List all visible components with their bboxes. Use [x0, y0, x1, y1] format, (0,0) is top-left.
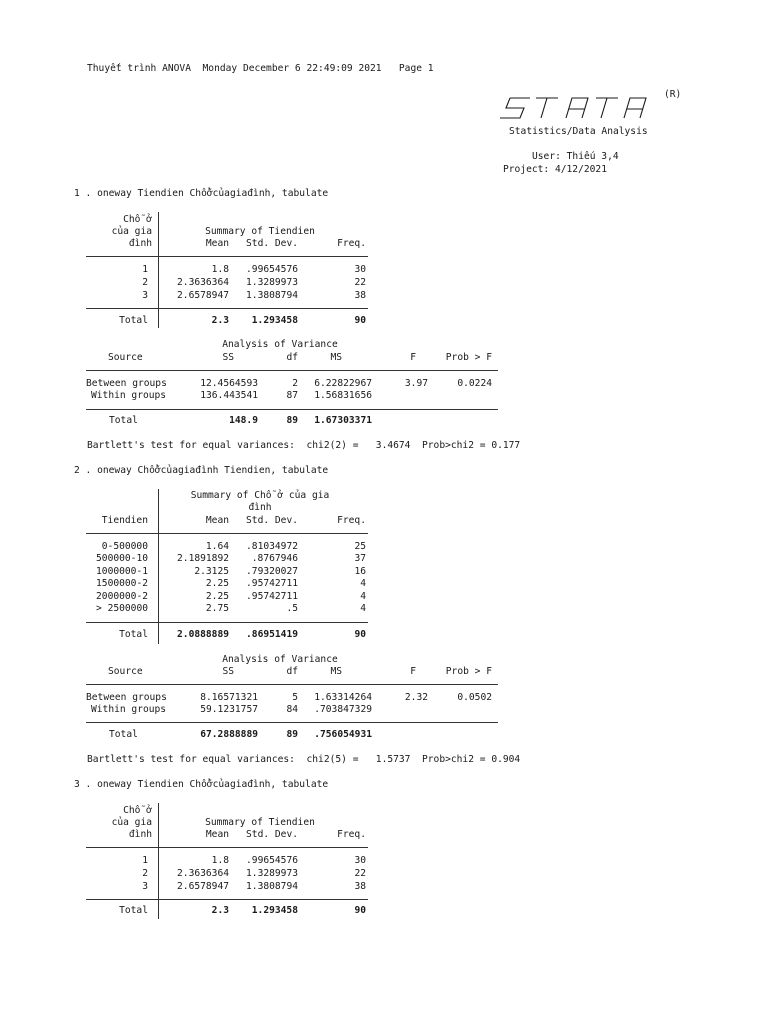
col-header: Std. Dev.	[246, 829, 298, 840]
table-cell: 4	[360, 591, 366, 602]
anova-cell: 87	[286, 390, 298, 401]
anova-cell: 3.97	[404, 378, 428, 389]
table-divider	[158, 489, 159, 644]
table-rule	[86, 684, 498, 685]
anova-cell: 84	[286, 704, 298, 715]
table-divider	[158, 212, 159, 328]
summary-title: Summary of Tiendien	[205, 817, 315, 828]
anova-cell: 5	[292, 692, 298, 703]
anova-col-header: df	[286, 666, 298, 677]
total-cell: 1.293458	[251, 905, 298, 916]
anova-col-header: SS	[222, 352, 234, 363]
table-cell: 2.3636364	[177, 277, 229, 288]
rowvar-label: của gia	[111, 817, 152, 828]
anova-cell: .703847329	[314, 704, 372, 715]
table-cell: 2.6578947	[177, 881, 229, 892]
command-line-1: 1 . oneway Tiendien Chỗởcủagiađình, tabulate	[74, 188, 329, 199]
total-label: Total	[119, 905, 148, 916]
table-cell: 1.8	[211, 855, 229, 866]
bartlett-test: Bartlett's test for equal variances: chi2(5) = 1.5737 Prob>chi2 = 0.904	[87, 754, 521, 765]
table-cell: 2.25	[205, 591, 229, 602]
anova-cell: 136.443541	[200, 390, 258, 401]
project-label: Project: 4/12/2021	[503, 164, 607, 175]
table-cell: 1.3289973	[246, 277, 298, 288]
table-cell: 2.3125	[194, 566, 229, 577]
anova-row-label: Total	[109, 729, 138, 740]
table-cell: .95742711	[246, 578, 298, 589]
table-cell: 2.1891892	[177, 553, 229, 564]
table-cell: 1.3808794	[246, 290, 298, 301]
table-cell: 2.75	[205, 603, 229, 614]
bartlett-test: Bartlett's test for equal variances: chi2(2) = 3.4674 Prob>chi2 = 0.177	[87, 440, 521, 451]
anova-col-header: F	[410, 352, 416, 363]
total-label: Total	[119, 629, 148, 640]
anova-title: Analysis of Variance	[222, 339, 338, 350]
registered-mark: (R)	[664, 89, 682, 100]
anova-col-header: F	[410, 666, 416, 677]
anova-cell: 2.32	[404, 692, 428, 703]
total-cell: 90	[354, 315, 366, 326]
table-rule	[86, 370, 498, 371]
stata-logo-icon	[496, 88, 656, 124]
anova-cell: 0.0224	[457, 378, 492, 389]
table-cell: 1.64	[205, 541, 229, 552]
summary-title: Summary of Chỗ ở của gia	[190, 490, 330, 501]
col-header: Std. Dev.	[246, 515, 298, 526]
col-header: Mean	[205, 515, 229, 526]
anova-cell: 0.0502	[457, 692, 492, 703]
total-cell: 2.0888889	[177, 629, 229, 640]
anova-cell: 2	[292, 378, 298, 389]
table-cell: .81034972	[246, 541, 298, 552]
table-cell: .99654576	[246, 855, 298, 866]
col-header: Freq.	[337, 238, 366, 249]
table-cell: 38	[354, 881, 366, 892]
table-cell: 1.3808794	[246, 881, 298, 892]
total-cell: 1.293458	[251, 315, 298, 326]
rowvar-label: Tiendien	[101, 515, 148, 526]
table-cell: 2.3636364	[177, 868, 229, 879]
page-header-line: Thuyết trình ANOVA Monday December 6 22:49:09 2021 Page 1	[87, 63, 434, 74]
stata-logo	[496, 88, 656, 127]
table-rule	[86, 622, 368, 623]
table-cell: .95742711	[246, 591, 298, 602]
table-rule	[86, 256, 368, 257]
table-cell: 22	[354, 868, 366, 879]
table-cell: 16	[354, 566, 366, 577]
anova-cell: 8.16571321	[200, 692, 258, 703]
table-cell: 1.3289973	[246, 868, 298, 879]
rowvar-label: Chỗ ở	[123, 805, 152, 816]
rowvar-label: Chỗ ở	[123, 214, 152, 225]
rowvar-label: đình	[128, 238, 152, 249]
total-cell: 90	[354, 629, 366, 640]
anova-row-label: Between groups	[86, 692, 167, 703]
table-rule	[86, 899, 368, 900]
table-row-label: 2000000-2	[96, 591, 148, 602]
table-divider	[158, 803, 159, 919]
col-header: Freq.	[337, 829, 366, 840]
anova-cell: 1.63314264	[314, 692, 372, 703]
table-cell: 4	[360, 578, 366, 589]
stata-subtitle: Statistics/Data Analysis	[509, 126, 648, 137]
table-cell: 1.8	[211, 264, 229, 275]
table-rule	[86, 847, 368, 848]
anova-row-label: Within groups	[91, 704, 167, 715]
anova-col-header: Source	[108, 352, 143, 363]
table-rule	[86, 409, 498, 410]
table-row-label: 2	[142, 277, 148, 288]
anova-row-label: Between groups	[86, 378, 167, 389]
anova-col-header: Prob > F	[445, 666, 492, 677]
col-header: Freq.	[337, 515, 366, 526]
anova-cell: 148.9	[229, 415, 258, 426]
anova-col-header: MS	[330, 666, 342, 677]
table-row-label: 3	[142, 881, 148, 892]
table-cell: .8767946	[251, 553, 298, 564]
table-row-label: 1500000-2	[96, 578, 148, 589]
table-cell: .79320027	[246, 566, 298, 577]
total-cell: 2.3	[211, 315, 229, 326]
anova-col-header: MS	[330, 352, 342, 363]
table-rule	[86, 308, 368, 309]
anova-cell: 12.4564593	[200, 378, 258, 389]
anova-title: Analysis of Variance	[222, 654, 338, 665]
col-header: Mean	[205, 829, 229, 840]
anova-cell: 1.56831656	[314, 390, 372, 401]
table-cell: .5	[286, 603, 298, 614]
user-label: User: Thiếu 3,4	[532, 151, 619, 162]
anova-cell: 6.22822967	[314, 378, 372, 389]
table-cell: 37	[354, 553, 366, 564]
table-cell: 22	[354, 277, 366, 288]
anova-cell: 89	[286, 729, 298, 740]
total-label: Total	[119, 315, 148, 326]
summary-title: Summary of Tiendien	[205, 226, 315, 237]
table-rule	[86, 533, 368, 534]
total-cell: .86951419	[246, 629, 298, 640]
table-row-label: 1000000-1	[96, 566, 148, 577]
command-line-2: 2 . oneway Chỗởcủagiađình Tiendien, tabulate	[74, 465, 329, 476]
table-cell: 25	[354, 541, 366, 552]
table-row-label: 1	[142, 855, 148, 866]
anova-col-header: Source	[108, 666, 143, 677]
table-row-label: 3	[142, 290, 148, 301]
total-cell: 2.3	[211, 905, 229, 916]
table-cell: 30	[354, 855, 366, 866]
anova-row-label: Within groups	[91, 390, 167, 401]
table-row-label: 1	[142, 264, 148, 275]
anova-cell: 59.1231757	[200, 704, 258, 715]
total-cell: 90	[354, 905, 366, 916]
col-header: Std. Dev.	[246, 238, 298, 249]
anova-cell: 1.67303371	[314, 415, 372, 426]
table-rule	[86, 722, 498, 723]
table-cell: .99654576	[246, 264, 298, 275]
table-row-label: > 2500000	[96, 603, 148, 614]
table-cell: 4	[360, 603, 366, 614]
table-row-label: 500000-10	[96, 553, 148, 564]
anova-col-header: Prob > F	[445, 352, 492, 363]
table-cell: 2.6578947	[177, 290, 229, 301]
command-line-3: 3 . oneway Tiendien Chỗởcủagiađình, tabulate	[74, 779, 329, 790]
table-row-label: 0-500000	[101, 541, 148, 552]
rowvar-label: đình	[128, 829, 152, 840]
summary-title: đình	[248, 502, 272, 513]
anova-cell: 67.2888889	[200, 729, 258, 740]
anova-row-label: Total	[109, 415, 138, 426]
col-header: Mean	[205, 238, 229, 249]
anova-cell: 89	[286, 415, 298, 426]
table-cell: 30	[354, 264, 366, 275]
rowvar-label: của gia	[111, 226, 152, 237]
table-cell: 38	[354, 290, 366, 301]
anova-cell: .756054931	[314, 729, 372, 740]
anova-col-header: SS	[222, 666, 234, 677]
anova-col-header: df	[286, 352, 298, 363]
table-cell: 2.25	[205, 578, 229, 589]
table-row-label: 2	[142, 868, 148, 879]
